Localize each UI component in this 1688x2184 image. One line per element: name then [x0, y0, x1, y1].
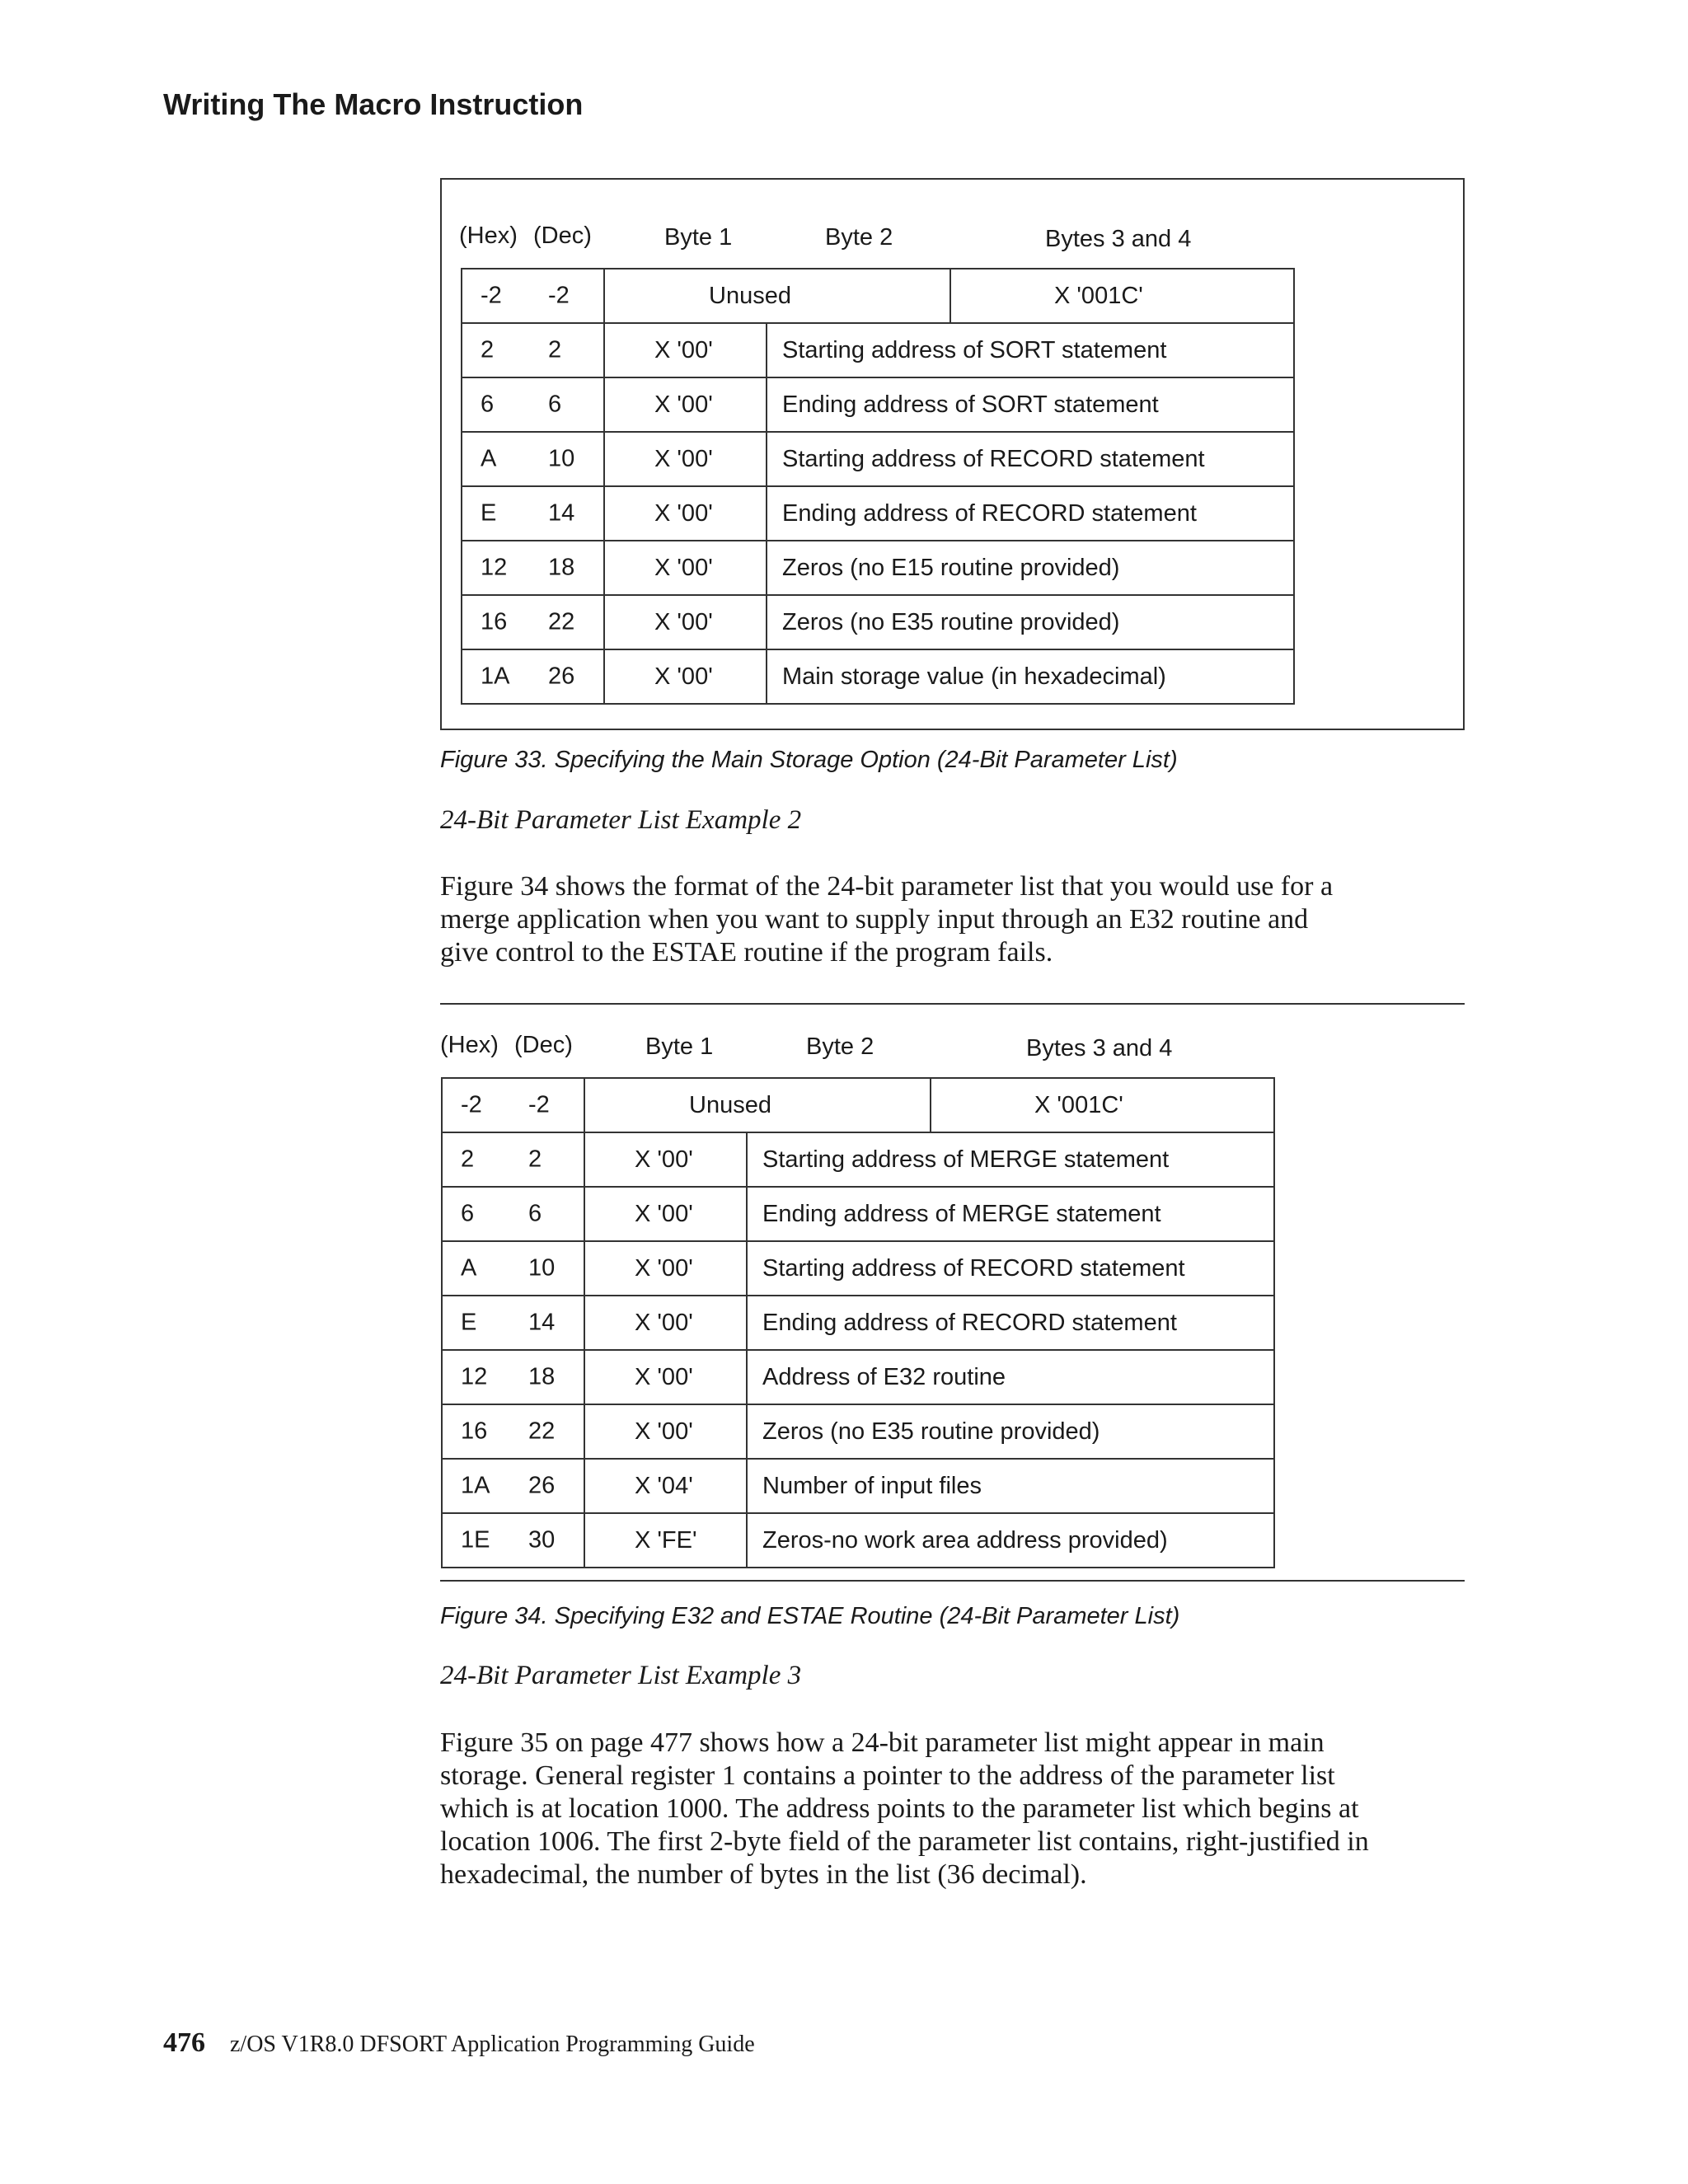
col-hex-label: (Hex) [459, 223, 518, 249]
byte1-cell: X 'FE' [584, 1513, 747, 1568]
byte1-cell: X '00' [584, 1187, 747, 1241]
dec-offset: 6 [548, 391, 562, 418]
description-cell: Zeros (no E35 routine provided) [747, 1404, 1274, 1459]
table-row [442, 1404, 1274, 1459]
offset-cell [442, 1187, 584, 1241]
paragraph-line: Figure 35 on page 477 shows how a 24-bit parameter list might appear in main [440, 1727, 1325, 1758]
byte1-cell: X '00' [604, 323, 767, 377]
hex-offset: 2 [461, 1146, 475, 1173]
dec-offset: -2 [528, 1091, 550, 1118]
table-row [462, 595, 1294, 649]
byte1-cell: X '00' [604, 541, 767, 595]
offset-cell [442, 1404, 584, 1459]
dec-offset: 26 [548, 663, 575, 690]
col-byte2-label: Byte 2 [806, 1033, 874, 1060]
page-header: Writing The Macro Instruction [163, 87, 584, 121]
description-cell: Zeros-no work area address provided) [747, 1513, 1274, 1568]
offset-cell [462, 541, 604, 595]
byte1-cell: X '00' [604, 432, 767, 486]
figure-34-bottom-rule [440, 1580, 1465, 1582]
length-value-cell: X '001C' [931, 1078, 1274, 1132]
hex-offset: 1E [461, 1526, 490, 1554]
byte1-cell: X '00' [584, 1132, 747, 1187]
description-cell: Ending address of RECORD statement [747, 1296, 1274, 1350]
byte1-cell: X '00' [584, 1296, 747, 1350]
dec-offset: -2 [548, 282, 570, 309]
byte1-cell: X '00' [604, 486, 767, 541]
table-row [462, 541, 1294, 595]
byte1-cell: X '00' [604, 377, 767, 432]
offset-cell [462, 486, 604, 541]
table-row [462, 377, 1294, 432]
hex-offset: E [481, 499, 497, 527]
hex-offset: 6 [481, 391, 495, 418]
col-dec-label: (Dec) [514, 1032, 573, 1058]
paragraph-line: which is at location 1000. The address points to the parameter list which begins at [440, 1793, 1359, 1824]
page-number: 476 [163, 2027, 205, 2058]
paragraph-line: Figure 34 shows the format of the 24-bit parameter list that you would use for a [440, 871, 1334, 902]
dec-offset: 14 [548, 499, 575, 527]
hex-offset: 1A [481, 663, 510, 690]
example-2-heading: 24-Bit Parameter List Example 2 [440, 805, 802, 835]
table-row [442, 1132, 1274, 1187]
description-cell: Starting address of SORT statement [767, 323, 1294, 377]
col-byte1-label: Byte 1 [664, 224, 733, 251]
paragraph-line: hexadecimal, the number of bytes in the list (36 decimal). [440, 1859, 1087, 1890]
table-row [442, 1513, 1274, 1568]
table-row [462, 432, 1294, 486]
offset-cell [462, 377, 604, 432]
hex-offset: 2 [481, 336, 495, 363]
paragraph-line: give control to the ESTAE routine if the program fails. [440, 937, 1053, 968]
unused-cell: Unused [604, 269, 950, 323]
hex-offset: 16 [481, 608, 508, 635]
hex-offset: 16 [461, 1418, 488, 1445]
description-cell: Ending address of SORT statement [767, 377, 1294, 432]
dec-offset: 26 [528, 1472, 556, 1499]
table-row [442, 1078, 1274, 1132]
byte1-cell: X '00' [584, 1241, 747, 1296]
byte1-cell: X '00' [604, 649, 767, 704]
byte1-cell: X '00' [584, 1404, 747, 1459]
byte1-cell: X '00' [604, 595, 767, 649]
offset-cell [462, 269, 604, 323]
byte1-cell: X '04' [584, 1459, 747, 1513]
offset-cell [442, 1513, 584, 1568]
description-cell: Zeros (no E15 routine provided) [767, 541, 1294, 595]
col-hex-label: (Hex) [440, 1032, 499, 1058]
dec-offset: 18 [528, 1363, 556, 1390]
offset-cell [442, 1296, 584, 1350]
table-row [462, 486, 1294, 541]
table-row [442, 1241, 1274, 1296]
hex-offset: 12 [481, 554, 508, 581]
dec-offset: 22 [548, 608, 575, 635]
page-footer [163, 2027, 755, 2059]
col-byte1-label: Byte 1 [645, 1033, 714, 1060]
dec-offset: 2 [548, 336, 562, 363]
paragraph-line: location 1006. The first 2-byte field of the parameter list contains, right-justified in [440, 1826, 1369, 1857]
paragraph-line: storage. General register 1 contains a pointer to the address of the parameter list [440, 1760, 1335, 1791]
byte1-cell: X '00' [584, 1350, 747, 1404]
col-bytes34-label: Bytes 3 and 4 [1045, 226, 1192, 252]
hex-offset: 6 [461, 1200, 475, 1227]
description-cell: Ending address of RECORD statement [767, 486, 1294, 541]
offset-cell [462, 595, 604, 649]
offset-cell [462, 432, 604, 486]
description-cell: Address of E32 routine [747, 1350, 1274, 1404]
dec-offset: 22 [528, 1418, 556, 1445]
hex-offset: -2 [461, 1091, 482, 1118]
table-row [462, 649, 1294, 704]
example-3-heading: 24-Bit Parameter List Example 3 [440, 1661, 802, 1690]
hex-offset: -2 [481, 282, 502, 309]
dec-offset: 14 [528, 1309, 556, 1336]
dec-offset: 10 [548, 445, 575, 472]
col-dec-label: (Dec) [533, 223, 592, 249]
unused-cell: Unused [584, 1078, 931, 1132]
description-cell: Main storage value (in hexadecimal) [767, 649, 1294, 704]
description-cell: Starting address of RECORD statement [747, 1241, 1274, 1296]
offset-cell [442, 1078, 584, 1132]
table-row [462, 269, 1294, 323]
hex-offset: 12 [461, 1363, 488, 1390]
example-3-paragraph [440, 1727, 1470, 1891]
length-value-cell: X '001C' [950, 269, 1294, 323]
offset-cell [462, 323, 604, 377]
figure-34-top-rule [440, 1003, 1465, 1005]
hex-offset: A [481, 445, 497, 472]
hex-offset: E [461, 1309, 477, 1336]
table-row [442, 1187, 1274, 1241]
table-row [442, 1296, 1274, 1350]
hex-offset: 1A [461, 1472, 490, 1499]
dec-offset: 10 [528, 1254, 556, 1282]
offset-cell [442, 1241, 584, 1296]
book-title: z/OS V1R8.0 DFSORT Application Programming Guide [230, 2032, 755, 2057]
description-cell: Ending address of MERGE statement [747, 1187, 1274, 1241]
figure-34-caption: Figure 34. Specifying E32 and ESTAE Routine (24-Bit Parameter List) [440, 1603, 1180, 1629]
hex-offset: A [461, 1254, 477, 1282]
dec-offset: 2 [528, 1146, 542, 1173]
description-cell: Starting address of RECORD statement [767, 432, 1294, 486]
example-2-paragraph [440, 870, 1470, 969]
offset-cell [442, 1350, 584, 1404]
offset-cell [442, 1132, 584, 1187]
offset-cell [442, 1459, 584, 1513]
description-cell: Zeros (no E35 routine provided) [767, 595, 1294, 649]
figure-33-caption: Figure 33. Specifying the Main Storage Option (24-Bit Parameter List) [440, 747, 1178, 773]
col-byte2-label: Byte 2 [825, 224, 893, 251]
dec-offset: 30 [528, 1526, 556, 1554]
paragraph-line: merge application when you want to supply input through an E32 routine and [440, 904, 1309, 935]
dec-offset: 6 [528, 1200, 542, 1227]
description-cell: Number of input files [747, 1459, 1274, 1513]
offset-cell [462, 649, 604, 704]
table-row [462, 323, 1294, 377]
figure-33-table [461, 268, 1295, 705]
table-row [442, 1459, 1274, 1513]
table-row [442, 1350, 1274, 1404]
col-bytes34-label: Bytes 3 and 4 [1026, 1035, 1173, 1062]
description-cell: Starting address of MERGE statement [747, 1132, 1274, 1187]
figure-34-table [441, 1077, 1275, 1568]
dec-offset: 18 [548, 554, 575, 581]
